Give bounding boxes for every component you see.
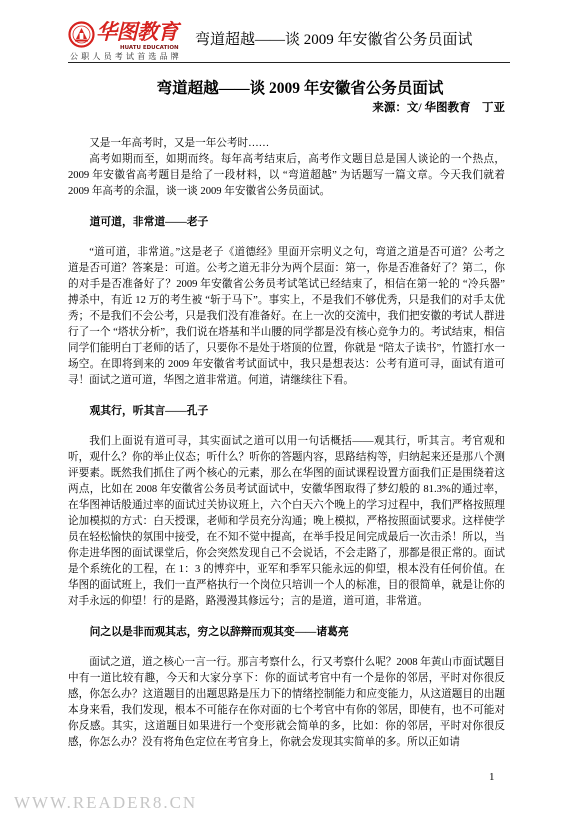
header-running-title: 弯道超越——谈 2009 年安徽省公务员面试 [195, 32, 473, 48]
huatu-logo [68, 19, 192, 63]
section-heading: 道可道，非常道——老子 [89, 216, 209, 228]
watermark: WWW.READER8.CN [14, 793, 198, 812]
source-line: 来源：文/ 华图教育 丁亚 [372, 102, 505, 114]
intro-paragraph: 又是一年高考时，又是一年公考时…… [89, 138, 270, 149]
section-paragraph: 面试之道，道之核心一言一行。那言考察什么，行又考察什么呢？2008 年黄山市面试题目中有一道比较有趣，今天和大家分享下：你的面试考官中有一个是你的邻居，平时对你很反感，你怎么办？这道题目的出题思路是压力下的情绪控制能力和应变能力，从这道题目的出题本身来看，我们发现，根本不可能存在你对面的七个考官中有你的邻居，即使有，也不可能对你反感。其实，这道题目如果进行一个变形就会简单的多，比如：你的邻居，平时对你很反感，你怎么办？没有将角色定位在考官身上，你就会发现其实简单的多。所以正如请 [68, 657, 505, 748]
huatu-emblem-icon [68, 20, 95, 50]
section-heading: 观其行，听其言——孔子 [89, 405, 209, 417]
document-title: 弯道超越——谈 2009 年安徽省公务员面试 [156, 80, 444, 97]
logo-slogan: 公职人员考试首选品牌 [70, 52, 182, 61]
section-paragraph: 我们上面说有道可寻，其实面试之道可以用一句话概括——观其行，听其言。考官观和听，观什么？你的举止仪态；听什么？听你的答题内容，思路结构等，归纳起来还是那八个测评要素。既然我们抓住了两个核心的元素，那么在华图的面试课程设置方面我们正是围绕着这两点，比如在 2008 年安徽省公务员考试面试中，安徽华图取得了梦幻般的 81.3%的通过率，在华图神话般通过率的面试过关协议班上，六个白天六个晚上的学习过程中，我们严格按照理论加模拟的方式：白天授课，老师和学员充分沟通；晚上模拟，严格按照面试要求。这样使学员在轻松愉快的氛围中接受，在不知不觉中提高，在举手投足间完成最后一次击杀！所以，当你走进华图的面试课堂后，你会突然发现自己不会说话，不会走路了，那都是很正常的。面试是个系统化的工程，在 1：3 的博弈中，亚军和季军只能永远的仰望，根本没有任何价值。在华图的面试班上，我们一直严格执行一个岗位只培训一个人的标准，目的很简单，就是让你的对手永远的仰望！行的是路，路漫漫其修远兮；言的是道，道可道，非常道。 [68, 436, 505, 607]
logo-brand-name: 华图教育 [96, 20, 178, 44]
logo-brand-english: HUATU EDUCATION [120, 45, 179, 51]
section-paragraph: “道可道，非常道。”这是老子《道德经》里面开宗明义之句，弯道之道是否可道？公考之道是否可道？答案是：可道。公考之道无非分为两个层面：第一，你是否准备好了？第二，你的对手是否准备好了？2009 年安徽省公务员考试笔试已经结束了，相信在第一轮的 “冷兵器” 搏杀中，有近 12 万的考生被 “斩于马下”。事实上，不是我们不够优秀，只是我们的对手太优秀；不是我们不会公考，只是我们没有准备好。在上一次的交流中，我们把安徽的考试人群进行了一个 “塔状分析”，我们说在塔基和半山腰的同学都是没有核心竞争力的。考试结束，相信同学们能明白丁老师的话了，只要你不是处于塔顶的位置，你就是 “陪太子读书”，竹篮打水一场空。在即将到来的 2009 年安徽省考试面试中，我只是想表达：公考有道可寻，面试有道可寻！面试之道可道，华图之道非常道。何道，请继续往下看。 [68, 247, 505, 386]
article-body [68, 136, 505, 765]
page-number: 1 [489, 771, 495, 783]
header-rule [68, 62, 510, 63]
section-heading: 问之以是非而观其志，穷之以辞辩而观其变——诸葛亮 [89, 626, 349, 638]
intro-paragraph: 高考如期而至，如期而终。每年高考结束后，高考作文题目总是国人谈论的一个热点，2009 年安徽省高考题目是给了一段材料，以 “弯道超越” 为话题写一篇文章。今天我们就着 2009 年高考的余温，谈一谈 2009 年安徽省公务员面试。 [68, 154, 505, 197]
